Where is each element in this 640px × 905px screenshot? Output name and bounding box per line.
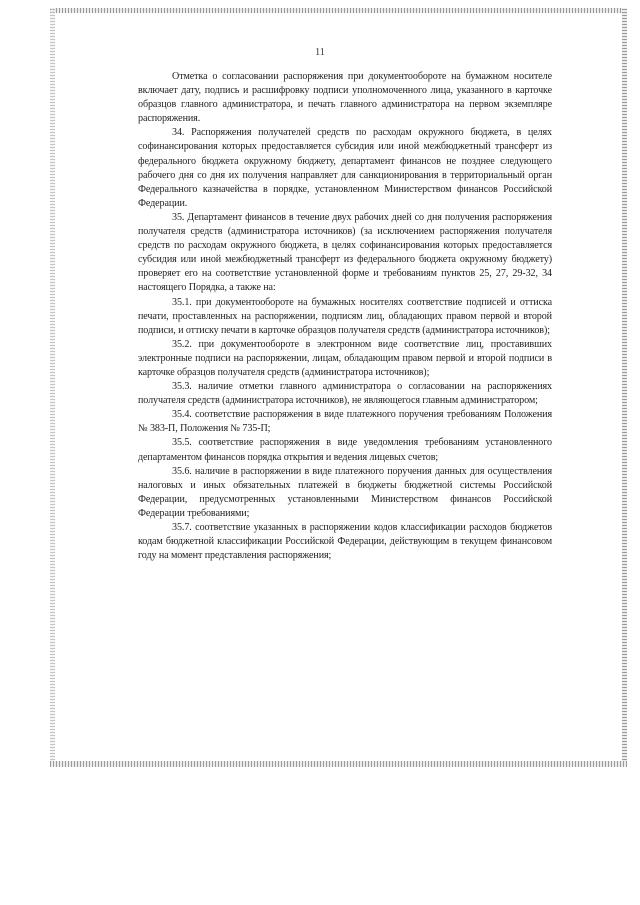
scan-border-bottom xyxy=(50,761,627,767)
paragraph-approval-mark: Отметка о согласовании распоряжения при документообороте на бумажном носителе включает дату, подпись и расшифровку подписи уполномоченного лица, указанного в карточке образцов главного администратора, и печать главного администратора на первом экземпляре распоряжения. xyxy=(138,71,552,125)
page-number: 11 xyxy=(315,47,325,58)
paragraph-35-7: 35.7. соответствие указанных в распоряжении кодов классификации расходов бюджетов кодам бюджетной классификации Российской Федерации, действующим в текущем финансовом году на момент представления распоряжения; xyxy=(138,522,552,562)
paragraph-35-1: 35.1. при документообороте на бумажных носителях соответствие подписей и оттиска печати, проставленных на распоряжении, подписям лиц, обладающих правом первой и второй подписи, и оттиску печати в карточке образцов получателя средств (администратора источников); xyxy=(138,296,552,336)
paragraph-34: 34. Распоряжения получателей средств по расходам окружного бюджета, в целях софинансирования которых предоставляется субсидия или иной межбюджетный трансферт из федерального бюджета окружному бюджету, департамент финансов не позднее следующего рабочего дня со дня их получения направляет для санкционирования в территориальный орган Федерального казначейства в порядке, установленном Министерством финансов Российской Федерации. xyxy=(138,127,552,209)
document-body xyxy=(138,70,552,563)
paragraph-35: 35. Департамент финансов в течение двух рабочих дней со дня получения распоряжения получателя средств (администратора источников) (за исключением распоряжения получателя средств по расходам окружного бюджета, в целях софинансирования которых предоставляется субсидия или иной межбюджетный трансферт из федерального бюджета окружному бюджету) проверяет его на соответствие установленной форме и требованиям пунктов 25, 27, 29-32, 34 настоящего Порядка, а также на: xyxy=(138,211,552,294)
paragraph-35-6: 35.6. наличие в распоряжении в виде платежного поручения данных для осуществления налоговых и иных обязательных платежей в бюджеты бюджетной системы Российской Федерации, предусмотренных установленными Министерством финансов Российской Федерации требованиями; xyxy=(138,465,552,519)
paragraph-35-5: 35.5. соответствие распоряжения в виде уведомления требованиям установленного департаментом финансов порядка открытия и ведения лицевых счетов; xyxy=(138,437,552,463)
paragraph-35-4: 35.4. соответствие распоряжения в виде платежного поручения требованиям Положения № 383-П, Положения № 735-П; xyxy=(138,409,552,435)
paragraph-35-2: 35.2. при документообороте в электронном виде соответствие лиц, проставивших электронные подписи на распоряжении, лицам, обладающим правом первой и второй подписи в карточке образцов получателя средств (администратора источников); xyxy=(138,338,552,378)
scan-border-right xyxy=(622,8,627,766)
scan-border-top xyxy=(50,8,626,13)
paragraph-35-3: 35.3. наличие отметки главного администратора о согласовании на распоряжениях получателя средств (администратора источников), не являющегося главным администратором; xyxy=(138,381,552,407)
scan-border-left xyxy=(50,8,55,766)
